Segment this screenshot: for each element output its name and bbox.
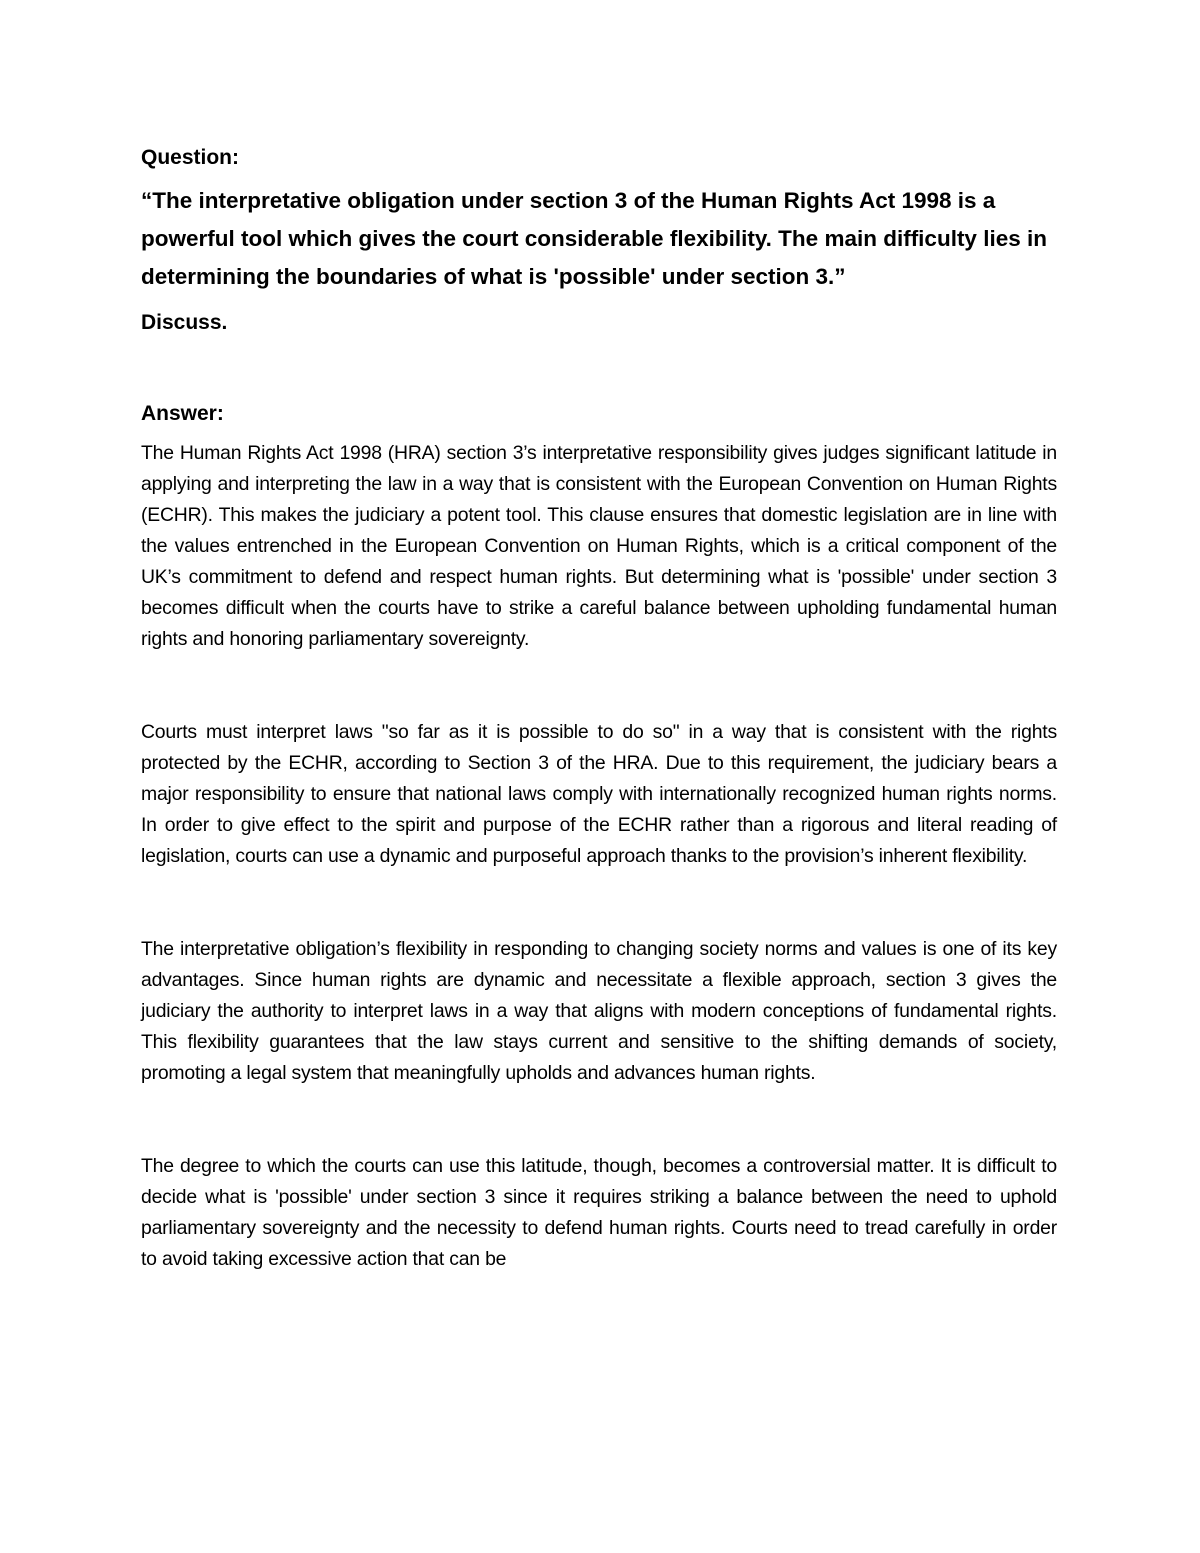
answer-paragraph-2: Courts must interpret laws "so far as it is possible to do so" in a way that is consistent with the rights protected by the ECHR, according to Section 3 of the HRA. Due to this requirement, the judiciary bears a major responsibility to ensure that national laws comply with internationally recognized human rights norms. In order to give effect to the spirit and purpose of the ECHR rather than a rigorous and literal reading of legislation, courts can use a dynamic and purposeful approach thanks to the provision’s inherent flexibility. bbox=[141, 721, 1057, 867]
document-body bbox=[141, 142, 1057, 1275]
question-label: Question: bbox=[141, 146, 239, 169]
discuss-label: Discuss. bbox=[141, 311, 228, 334]
answer-paragraph-3: The interpretative obligation’s flexibility in responding to changing society norms and values is one of its key advantages. Since human rights are dynamic and necessitate a flexible approach, section 3 gives the judiciary the authority to interpret laws in a way that aligns with modern conceptions of fundamental rights. This flexibility guarantees that the law stays current and sensitive to the shifting demands of society, promoting a legal system that meaningfully upholds and advances human rights. bbox=[141, 938, 1057, 1084]
question-text: “The interpretative obligation under section 3 of the Human Rights Act 1998 is a powerful tool which gives the court considerable flexibility. The main difficulty lies in determining the boundaries of what is 'possible' under section 3.” bbox=[141, 188, 1047, 289]
answer-paragraph-1: The Human Rights Act 1998 (HRA) section 3’s interpretative responsibility gives judges significant latitude in applying and interpreting the law in a way that is consistent with the European Convention on Human Rights (ECHR). This makes the judiciary a potent tool. This clause ensures that domestic legislation are in line with the values entrenched in the European Convention on Human Rights, which is a critical component of the UK’s commitment to defend and respect human rights. But determining what is 'possible' under section 3 becomes difficult when the courts have to strike a careful balance between upholding fundamental human rights and honoring parliamentary sovereignty. bbox=[141, 442, 1057, 650]
answer-paragraph-4: The degree to which the courts can use this latitude, though, becomes a controversial matter. It is difficult to decide what is 'possible' under section 3 since it requires striking a balance between the need to uphold parliamentary sovereignty and the necessity to defend human rights. Courts need to tread carefully in order to avoid taking excessive action that can be bbox=[141, 1155, 1057, 1270]
answer-label: Answer: bbox=[141, 402, 224, 425]
